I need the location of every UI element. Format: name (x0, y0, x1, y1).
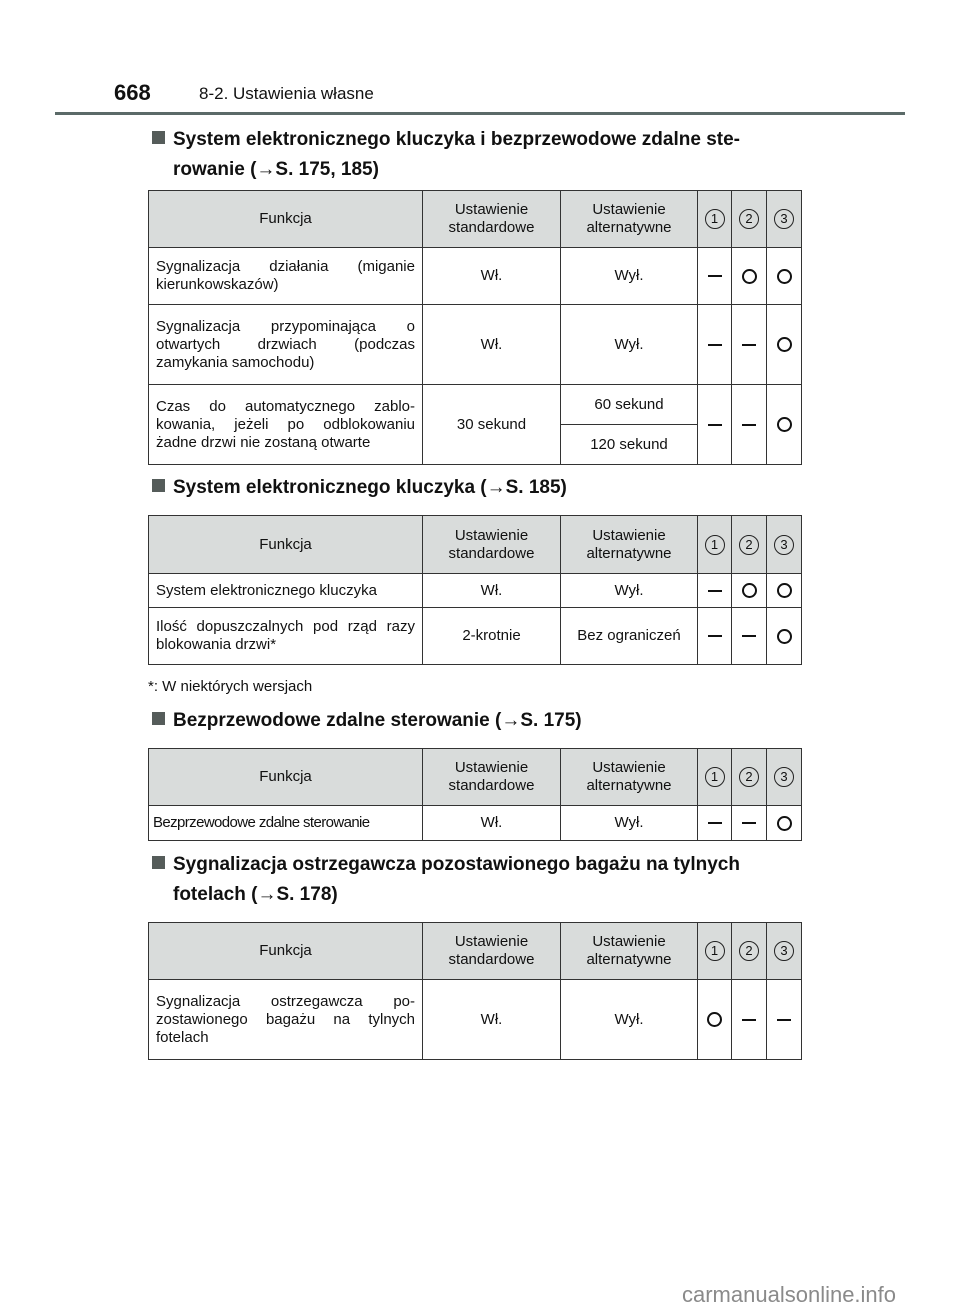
cell-3 (767, 608, 802, 665)
circled-2-icon: 2 (739, 767, 759, 787)
col-2 (732, 749, 767, 806)
cell-alternative-option: 60 sekund (561, 385, 698, 425)
dash-icon (708, 344, 722, 346)
col-function: Funkcja (149, 923, 423, 980)
dash-icon (708, 424, 722, 426)
dash-icon (742, 1019, 756, 1021)
circled-3-icon: 3 (774, 767, 794, 787)
table-header-row (149, 191, 802, 248)
col-alternative: Ustawienie alternatywne (561, 749, 698, 806)
col-alternative: Ustawienie alternatywne (561, 516, 698, 574)
cell-1 (698, 608, 732, 665)
dash-icon (742, 344, 756, 346)
col-standard: Ustawienie standardowe (423, 516, 561, 574)
cell-alternative-option: 120 sekund (561, 425, 698, 465)
circle-icon (777, 629, 792, 644)
circle-icon (742, 583, 757, 598)
cell-function: Bezprzewodowe zdalne sterowanie (149, 806, 423, 841)
heading-text-cont: rowanie (→S. 175, 185) (173, 159, 379, 180)
col-1 (698, 749, 732, 806)
circle-icon (777, 417, 792, 432)
table-row (149, 980, 802, 1060)
cell-function: Sygnalizacja działania (miganie kierunkowskazów) (149, 248, 423, 305)
circled-1-icon: 1 (705, 767, 725, 787)
settings-table-3 (148, 748, 802, 841)
circle-icon (707, 1012, 722, 1027)
cell-2 (732, 385, 767, 465)
cell-standard: Wł. (423, 248, 561, 305)
header-divider (55, 112, 905, 115)
cell-alternative: Bez ograniczeń (561, 608, 698, 665)
col-2 (732, 923, 767, 980)
square-bullet-icon (152, 712, 165, 725)
cell-1 (698, 980, 732, 1060)
cell-function: Sygnalizacja przypominająca o otwartych drzwiach (podczas zamykania samochodu) (149, 305, 423, 385)
heading-text: Sygnalizacja ostrzegawcza pozostawionego bagażu na tylnych (173, 854, 740, 875)
footnote: *: W niektórych wersjach (148, 678, 313, 695)
cell-standard: Wł. (423, 305, 561, 385)
table-header-row (149, 923, 802, 980)
cell-alternative: Wył. (561, 305, 698, 385)
cell-1 (698, 385, 732, 465)
heading-text: Bezprzewodowe zdalne sterowanie (→S. 175) (173, 710, 582, 731)
dash-icon (708, 275, 722, 277)
circle-icon (777, 337, 792, 352)
circle-icon (777, 269, 792, 284)
table-row (149, 248, 802, 305)
circle-icon (777, 816, 792, 831)
dash-icon (708, 590, 722, 592)
table-row (149, 608, 802, 665)
cell-2 (732, 305, 767, 385)
circled-3-icon: 3 (774, 941, 794, 961)
cell-3 (767, 806, 802, 841)
settings-table-4 (148, 922, 802, 1060)
cell-alternative: Wył. (561, 806, 698, 841)
col-alternative: Ustawienie alternatywne (561, 923, 698, 980)
settings-table-1 (148, 190, 802, 465)
col-standard: Ustawienie standardowe (423, 923, 561, 980)
col-standard: Ustawienie standardowe (423, 749, 561, 806)
col-standard: Ustawienie standardowe (423, 191, 561, 248)
cell-alternative: Wył. (561, 574, 698, 608)
cell-2 (732, 608, 767, 665)
col-function: Funkcja (149, 191, 423, 248)
circled-1-icon: 1 (705, 209, 725, 229)
square-bullet-icon (152, 856, 165, 869)
cell-3 (767, 574, 802, 608)
cell-1 (698, 574, 732, 608)
cell-function: System elektronicznego kluczyka (149, 574, 423, 608)
col-2 (732, 516, 767, 574)
circled-2-icon: 2 (739, 535, 759, 555)
dash-icon (742, 424, 756, 426)
settings-table-2 (148, 515, 802, 665)
cell-3 (767, 248, 802, 305)
cell-3 (767, 305, 802, 385)
page-header (0, 0, 960, 116)
cell-3 (767, 385, 802, 465)
table-row (149, 574, 802, 608)
heading-text-cont: fotelach (→S. 178) (173, 884, 338, 905)
col-2 (732, 191, 767, 248)
table-row (149, 305, 802, 385)
cell-2 (732, 248, 767, 305)
table-header-row (149, 516, 802, 574)
circle-icon (777, 583, 792, 598)
dash-icon (777, 1019, 791, 1021)
page-number: 668 (114, 80, 151, 105)
square-bullet-icon (152, 131, 165, 144)
circled-2-icon: 2 (739, 209, 759, 229)
col-3 (767, 923, 802, 980)
col-1 (698, 516, 732, 574)
circled-1-icon: 1 (705, 535, 725, 555)
table-row (149, 806, 802, 841)
cell-1 (698, 248, 732, 305)
cell-standard: Wł. (423, 574, 561, 608)
table-row (149, 385, 802, 425)
heading-text: System elektronicznego kluczyka (→S. 185) (173, 477, 567, 498)
cell-3 (767, 980, 802, 1060)
cell-standard: 2-krotnie (423, 608, 561, 665)
dash-icon (742, 822, 756, 824)
cell-1 (698, 806, 732, 841)
col-function: Funkcja (149, 749, 423, 806)
cell-alternative: Wył. (561, 248, 698, 305)
watermark: carmanualsonline.info (682, 1282, 897, 1307)
section-heading-1 (152, 125, 812, 185)
section-heading-3 (152, 706, 812, 736)
col-1 (698, 923, 732, 980)
dash-icon (742, 635, 756, 637)
cell-2 (732, 980, 767, 1060)
col-1 (698, 191, 732, 248)
col-function: Funkcja (149, 516, 423, 574)
cell-standard: 30 sekund (423, 385, 561, 465)
dash-icon (708, 822, 722, 824)
section-heading-4 (152, 850, 812, 910)
heading-text: System elektronicznego kluczyka i bezprzewodowe zdalne ste- (173, 129, 741, 150)
cell-function: Czas do automatycznego zablo-kowania, jeżeli po odblokowaniu żadne drzwi nie zostaną otwarte (149, 385, 423, 465)
cell-alternative: Wył. (561, 980, 698, 1060)
circled-1-icon: 1 (705, 941, 725, 961)
cell-standard: Wł. (423, 806, 561, 841)
cell-2 (732, 806, 767, 841)
section-title: 8-2. Ustawienia własne (199, 84, 374, 103)
cell-function: Sygnalizacja ostrzegawcza po-zostawionego bagażu na tylnych fotelach (149, 980, 423, 1060)
circled-3-icon: 3 (774, 209, 794, 229)
section-heading-2 (152, 473, 812, 503)
col-3 (767, 749, 802, 806)
circle-icon (742, 269, 757, 284)
circled-2-icon: 2 (739, 941, 759, 961)
cell-function: Ilość dopuszczalnych pod rząd razy blokowania drzwi* (149, 608, 423, 665)
cell-1 (698, 305, 732, 385)
square-bullet-icon (152, 479, 165, 492)
cell-standard: Wł. (423, 980, 561, 1060)
col-3 (767, 516, 802, 574)
cell-2 (732, 574, 767, 608)
table-header-row (149, 749, 802, 806)
col-3 (767, 191, 802, 248)
circled-3-icon: 3 (774, 535, 794, 555)
dash-icon (708, 635, 722, 637)
col-alternative: Ustawienie alternatywne (561, 191, 698, 248)
